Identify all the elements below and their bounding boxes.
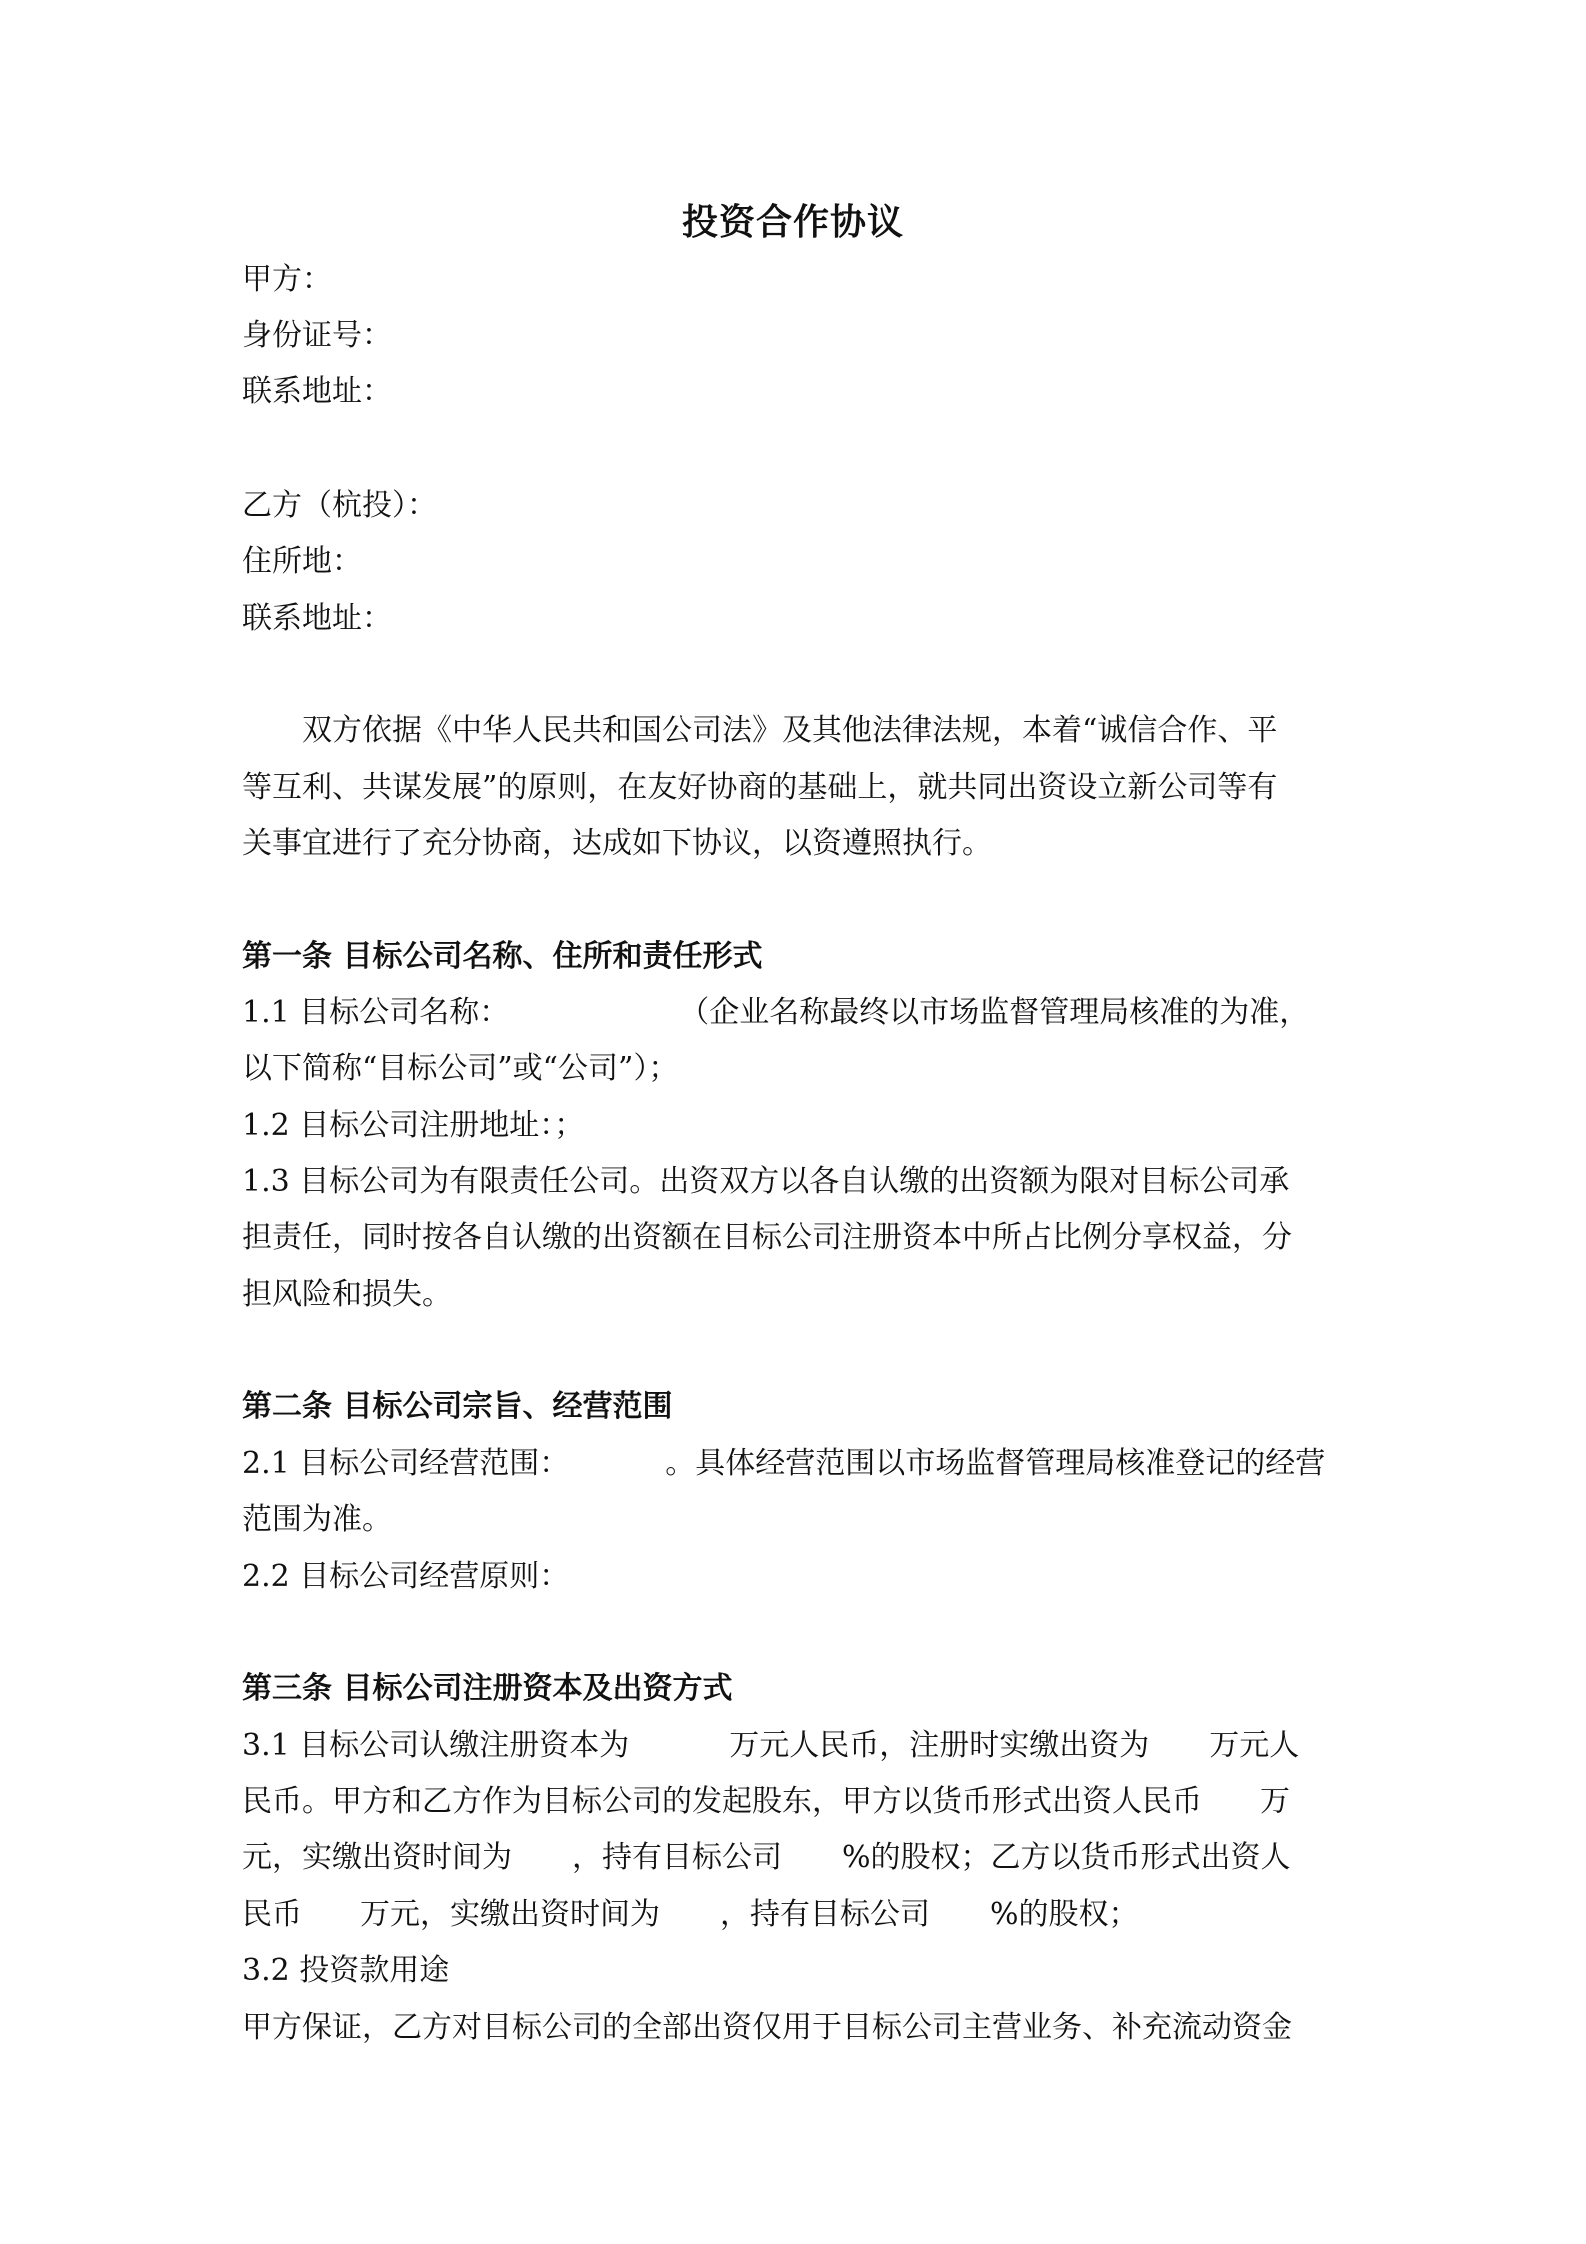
clause-1-1 (242, 991, 1352, 1035)
party-a-id-label: 身份证号： (242, 318, 392, 353)
clause-1-3-line-2: 担责任，同时按各自认缴的出资额在目标公司注册资本中所占比例分享权益，分 (242, 1220, 1292, 1255)
party-b-label: 乙方（杭投）： (242, 488, 437, 523)
preamble-line-1: 双方依据《中华人民共和国公司法》及其他法律法规，本着“诚信合作、平 (302, 713, 1278, 748)
clause-1-2: 1.2 目标公司注册地址：； (242, 1108, 585, 1143)
party-a-label: 甲方： (242, 262, 332, 297)
clause-1-3-line-3: 担风险和损失。 (242, 1277, 452, 1312)
party-b-domicile-label: 住所地： (242, 544, 362, 579)
clause-1-3-line-1: 1.3 目标公司为有限责任公司。出资双方以各自认缴的出资额为限对目标公司承 (242, 1164, 1290, 1199)
clause-1-1-label: 1.1 目标公司名称： (242, 995, 510, 1030)
clause-3-1-a: 3.1 目标公司认缴注册资本为 (242, 1728, 630, 1763)
clause-3-1-j: 万元，实缴出资时间为 (360, 1897, 660, 1932)
clause-3-1-line-4 (242, 1893, 1352, 1937)
clause-3-1-l: %的股权； (990, 1897, 1139, 1932)
clause-1-1-note: （企业名称最终以市场监督管理局核准的为准， (679, 995, 1310, 1030)
clause-3-2-body: 甲方保证，乙方对目标公司的全部出资仅用于目标公司主营业务、补充流动资金 (242, 2010, 1292, 2045)
clause-3-1-f: 元，实缴出资时间为 (242, 1840, 512, 1875)
clause-2-1-note: 。具体经营范围以市场监督管理局核准登记的经营 (665, 1446, 1326, 1481)
clause-3-1-h: %的股权；乙方以货币形式出资人 (842, 1840, 1291, 1875)
clause-3-1-line-2 (242, 1780, 1352, 1824)
clause-3-1-line-1 (242, 1724, 1352, 1768)
article-2-heading: 第二条 目标公司宗旨、经营范围 (242, 1389, 673, 1424)
preamble-line-2: 等互利、共谋发展”的原则，在友好协商的基础上，就共同出资设立新公司等有 (242, 770, 1278, 805)
clause-3-1-e: 万 (1260, 1784, 1290, 1819)
clause-2-1 (242, 1442, 1352, 1486)
clause-2-1-line-2: 范围为准。 (242, 1502, 392, 1537)
clause-3-1-k: ，持有目标公司 (720, 1897, 930, 1932)
party-b-address-label: 联系地址： (242, 601, 392, 636)
document-title: 投资合作协议 (681, 201, 904, 243)
clause-3-1-i: 民币 (242, 1897, 302, 1932)
article-1-heading: 第一条 目标公司名称、住所和责任形式 (242, 939, 763, 974)
clause-3-1-b: 万元人民币，注册时实缴出资为 (729, 1728, 1150, 1763)
clause-2-1-label: 2.1 目标公司经营范围： (242, 1446, 570, 1481)
clause-3-1-c: 万元人 (1209, 1728, 1300, 1763)
article-3-heading: 第三条 目标公司注册资本及出资方式 (242, 1671, 733, 1706)
party-a-address-label: 联系地址： (242, 374, 392, 409)
clause-3-2: 3.2 投资款用途 (242, 1953, 450, 1988)
clause-3-1-g: ，持有目标公司 (572, 1840, 782, 1875)
preamble-line-3: 关事宜进行了充分协商，达成如下协议，以资遵照执行。 (242, 826, 992, 861)
clause-3-1-line-3 (242, 1836, 1352, 1880)
clause-2-2: 2.2 目标公司经营原则： (242, 1559, 570, 1594)
clause-1-1-line-2: 以下简称“目标公司”或“公司”）； (242, 1051, 679, 1086)
clause-3-1-d: 民币。甲方和乙方作为目标公司的发起股东，甲方以货币形式出资人民币 (242, 1784, 1202, 1819)
